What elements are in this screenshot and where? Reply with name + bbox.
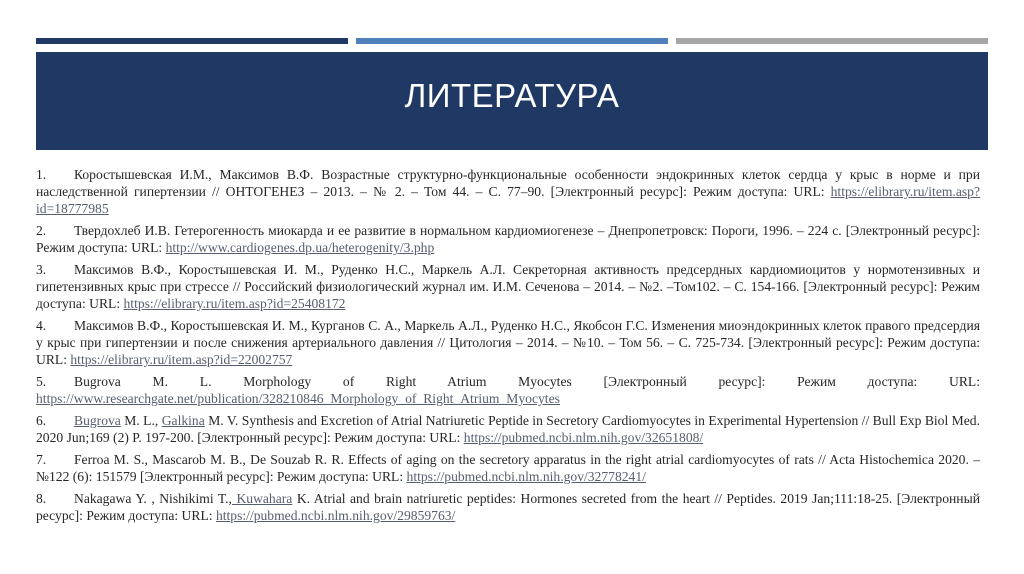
reference-link[interactable]: https://pubmed.ncbi.nlm.nih.gov/29859763/: [215, 508, 456, 523]
reference-link[interactable]: https://pubmed.ncbi.nlm.nih.gov/32778241/: [406, 469, 646, 484]
reference-text-pre: Nakagawa Y. , Nishikimi T.,: [74, 491, 232, 506]
reference-number: 2.: [36, 223, 47, 238]
reference-link[interactable]: http://www.cardiogenes.dp.ua/heterogenity/3.php: [165, 240, 435, 255]
author-link-bugrova[interactable]: Bugrova: [74, 413, 121, 428]
reference-text: Ferroa M. S., Mascarob M. B., De Souzab R. R. Effects of aging on the secretory apparatus in the right atrial cardiomyocytes of rats // Acta Histochemica 2020. – №122 (6): 151579 [Электронный ресурс]: Режим доступа: URL:: [36, 452, 980, 484]
reference-text: M. V. Synthesis and Excretion of Atrial Natriuretic Peptide in Secretory Cardiomyocytes in Experimental Hypertension // Bull Exp Biol Med. 2020 Jun;169 (2) P. 197-200. [Электронный ресурс]: Режим доступа: URL:: [36, 413, 981, 445]
reference-number: 7.: [36, 452, 47, 467]
reference-item-2: [36, 222, 980, 256]
title-banner: [36, 52, 988, 150]
reference-text: Максимов В.Ф., Коростышевская И. М., Курганов С. А., Маркель А.Л., Руденко Н.С., Якобсон Г.С. Изменения миоэндокринных клеток правого предсердия у крыс при гипертензии и после снижения артериального давления // Цитология – 2014. – №10. – Том 56. – С. 725-734. [Электронный ресурс]: Режим доступа: URL:: [36, 318, 980, 367]
reference-item-4: [36, 317, 980, 368]
reference-text-mid: M. L.,: [120, 413, 162, 428]
reference-text: Максимов В.Ф., Коростышевская И. М., Руденко Н.С., Маркель А.Л. Секреторная активность предсердных кардиомиоцитов у нормотензивных и гипетензивных крыс при стрессе // Российский физиологический журнал им. И.М. Сеченова – 2014. – №2. –Том102. – С. 154-166. [Электронный ресурс]: Режим доступа: URL:: [36, 262, 980, 311]
slide-title: ЛИТЕРАТУРА: [404, 77, 620, 114]
reference-link[interactable]: https://pubmed.ncbi.nlm.nih.gov/32651808/: [463, 430, 704, 445]
reference-link[interactable]: https://www.researchgate.net/publication/328210846_Morphology_of_Right_Atrium_Myocytes: [36, 391, 560, 406]
accent-bar-blue: [356, 38, 668, 44]
reference-text: Bugrova M. L. Morphology of Right Atrium Myocytes [Электронный ресурс]: Режим доступа: URL:: [74, 374, 980, 389]
reference-list: [36, 166, 980, 529]
reference-item-7: [36, 451, 980, 485]
reference-item-3: [36, 261, 980, 312]
reference-text: Коростышевская И.М., Максимов В.Ф. Возрастные структурно-функциональные особенности эндокринных клеток сердца у крыс в норме и при наследственной гипертензии // ОНТОГЕНЕЗ – 2013. – № 2. – Том 44. – С. 77–90. [Электронный ресурс]: Режим доступа: URL:: [36, 167, 980, 199]
reference-number: 8.: [36, 491, 47, 506]
reference-number: 1.: [36, 167, 47, 182]
reference-number: 6.: [36, 413, 47, 428]
accent-bar-dark: [36, 38, 348, 44]
accent-bar-gray: [676, 38, 988, 44]
author-link-galkina[interactable]: Galkina: [161, 413, 205, 428]
reference-item-6: [36, 412, 980, 446]
reference-item-5: [36, 373, 980, 407]
reference-link[interactable]: https://elibrary.ru/item.asp?id=25408172: [123, 296, 346, 311]
author-link-kuwahara[interactable]: Kuwahara: [231, 491, 293, 506]
reference-link[interactable]: https://elibrary.ru/item.asp?id=22002757: [70, 352, 293, 367]
reference-number: 5.: [36, 374, 47, 389]
reference-link[interactable]: https://elibrary.ru/item.asp?id=18777985: [36, 184, 980, 216]
reference-number: 3.: [36, 262, 47, 277]
reference-item-8: [36, 490, 980, 524]
reference-number: 4.: [36, 318, 47, 333]
reference-text: K. Atrial and brain natriuretic peptides: Hormones secreted from the heart // Peptides. 2019 Jan;111:18-25. [Электронный ресурс]: Режим доступа: URL:: [36, 491, 980, 523]
reference-item-1: [36, 166, 980, 217]
reference-text: Твердохлеб И.В. Гетерогенность миокарда и ее развитие в нормальном кардиомиогенезе – Днепропетровск: Пороги, 1996. – 224 с. [Электронный ресурс]: Режим доступа: URL:: [36, 223, 980, 255]
